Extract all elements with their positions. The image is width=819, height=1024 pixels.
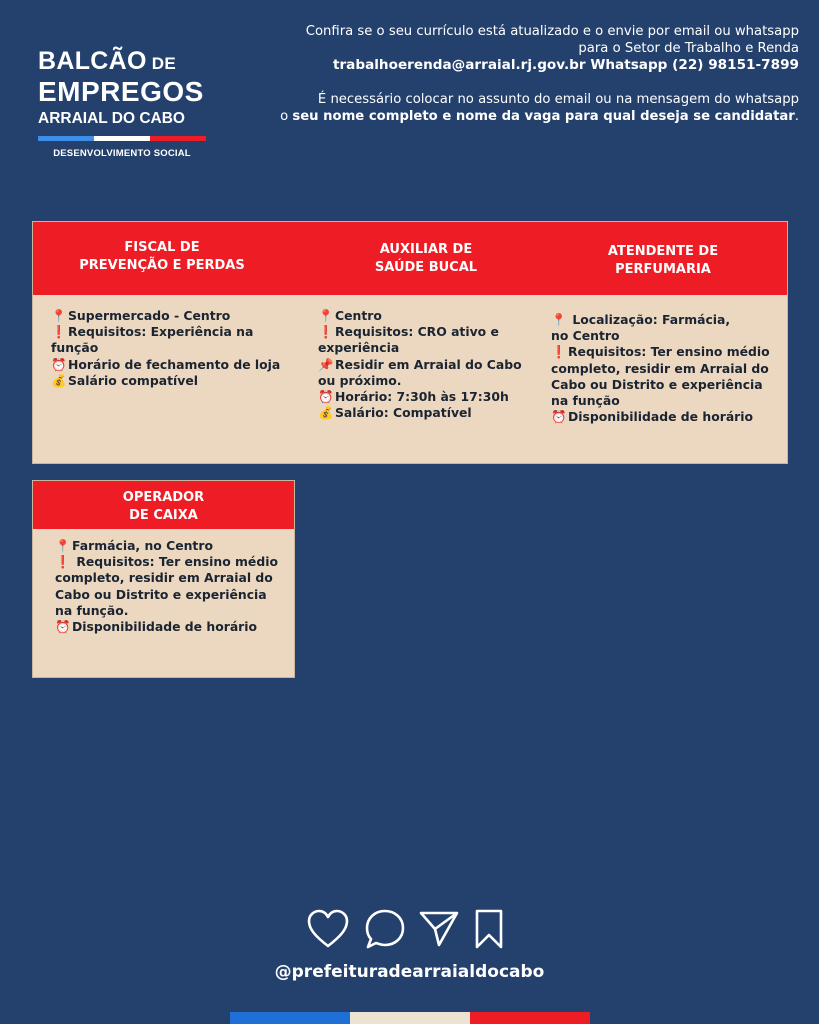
job-title-auxiliar: AUXILIAR DE SAÚDE BUCAL (374, 242, 478, 275)
job-detail-row (318, 308, 543, 324)
comment-icon[interactable] (363, 907, 409, 951)
job-detail-row (318, 373, 543, 389)
logo-title-line2: EMPREGOS (38, 76, 204, 107)
logo (38, 48, 210, 159)
share-icon[interactable] (417, 907, 461, 951)
job-detail-text: Salário compatível (68, 372, 198, 388)
job-detail-row (551, 393, 781, 409)
job-detail-text: completo, residir em Arraial do (55, 570, 273, 586)
logo-stripe (38, 136, 206, 141)
alarm-clock-icon: ⏰ (551, 409, 567, 425)
social-handle[interactable]: @prefeituradearraialdocabo (274, 962, 545, 982)
instructions-line2: para o Setor de Trabalho e Renda (578, 41, 799, 56)
job-detail-row (51, 373, 291, 389)
instructions-line3: É necessário colocar no assunto do email ou na mensagem do whatsapp (317, 92, 799, 107)
job-detail-text: Disponibilidade de horário (72, 619, 258, 635)
logo-subtitle: DESENVOLVIMENTO SOCIAL (53, 148, 191, 159)
alarm-clock-icon: ⏰ (55, 619, 71, 635)
job-detail-row (55, 570, 291, 586)
job-detail-text: Requisitos: CRO ativo e (335, 324, 499, 340)
job-detail-row (51, 357, 291, 373)
job-detail-text: Requisitos: Experiência na (68, 324, 254, 340)
job-detail-text: na função (551, 393, 620, 409)
pin-icon: 📍 (551, 312, 567, 327)
job-detail-text: Cabo ou Distrito e experiência (55, 586, 267, 602)
job-detail-row (51, 340, 291, 356)
job-details (551, 312, 781, 425)
exclamation-icon: ❗ (55, 554, 71, 570)
bookmark-icon[interactable] (471, 907, 507, 951)
job-detail-row (51, 324, 291, 340)
job-detail-text: Disponibilidade de horário (568, 409, 754, 425)
pin-icon: 📍 (51, 308, 67, 323)
social-actions (305, 907, 515, 953)
job-detail-row (55, 619, 291, 635)
job-detail-row (551, 312, 781, 328)
jobs-board-secondary (32, 480, 295, 678)
job-detail-text: Localização: Farmácia, (568, 312, 731, 327)
job-detail-text: Supermercado - Centro (68, 308, 231, 323)
job-details (318, 308, 543, 421)
job-detail-text: Horário: 7:30h às 17:30h (335, 389, 509, 405)
job-detail-row (318, 389, 543, 405)
money-bag-icon: 💰 (51, 372, 67, 388)
contact-info[interactable]: trabalhoerenda@arraial.rj.gov.br Whatsapp (22) 98151-7899 (332, 57, 799, 73)
instructions-line1: Confira se o seu currículo está atualizado e o envie por email ou whatsapp (305, 24, 799, 39)
alarm-clock-icon: ⏰ (318, 389, 334, 405)
logo-title-line1: BALCÃO DE (38, 47, 176, 75)
job-detail-row (318, 324, 543, 340)
job-detail-text: Centro (335, 308, 382, 323)
job-detail-text: função (51, 340, 99, 356)
instructions (239, 23, 799, 125)
job-detail-row (55, 538, 291, 554)
instructions-line4: o seu nome completo e nome da vaga para qual deseja se candidatar. (280, 109, 799, 124)
job-detail-row (55, 603, 291, 619)
job-detail-text: ou próximo. (318, 372, 402, 388)
job-detail-row (318, 405, 543, 421)
money-bag-icon: 💰 (318, 405, 334, 421)
job-detail-text: na função. (55, 602, 129, 618)
job-detail-row (551, 377, 781, 393)
job-detail-row (55, 587, 291, 603)
job-details (51, 308, 291, 389)
exclamation-icon: ❗ (51, 324, 67, 340)
exclamation-icon: ❗ (551, 344, 567, 360)
bottom-stripe (230, 1012, 590, 1024)
pin-icon: 📍 (318, 308, 334, 323)
job-detail-row (55, 554, 291, 570)
job-detail-row (51, 308, 291, 324)
job-detail-text: no Centro (551, 328, 620, 344)
job-detail-row (551, 328, 781, 344)
job-detail-text: Cabo ou Distrito e experiência (551, 376, 763, 392)
job-detail-text: completo, residir em Arraial do (551, 360, 769, 376)
exclamation-icon: ❗ (318, 324, 334, 340)
heart-icon[interactable] (305, 907, 351, 951)
job-title-atendente: ATENDENTE DE PERFUMARIA (607, 244, 719, 277)
alarm-clock-icon: ⏰ (51, 356, 67, 372)
job-detail-text: Requisitos: Ter ensino médio (72, 554, 278, 570)
job-detail-text: Farmácia, no Centro (72, 538, 213, 553)
pin-icon: 📍 (55, 538, 71, 553)
pushpin-icon: 📌 (318, 356, 334, 372)
jobs-board-main (32, 221, 788, 464)
job-detail-text: Horário de fechamento de loja (68, 356, 281, 372)
job-detail-text: Residir em Arraial do Cabo (335, 356, 522, 372)
job-detail-row (318, 357, 543, 373)
job-detail-row (318, 340, 543, 356)
job-detail-text: experiência (318, 340, 400, 356)
job-title-fiscal: FISCAL DE PREVENÇÃO E PERDAS (79, 240, 245, 273)
logo-title-line3: ARRAIAL DO CABO (38, 110, 185, 127)
job-detail-row (551, 344, 781, 360)
job-detail-row (551, 409, 781, 425)
job-detail-text: Requisitos: Ter ensino médio (568, 344, 770, 360)
job-detail-text: Salário: Compatível (335, 405, 472, 421)
job-details (55, 538, 291, 635)
job-title-operador: OPERADOR DE CAIXA (122, 490, 205, 523)
job-detail-row (551, 361, 781, 377)
